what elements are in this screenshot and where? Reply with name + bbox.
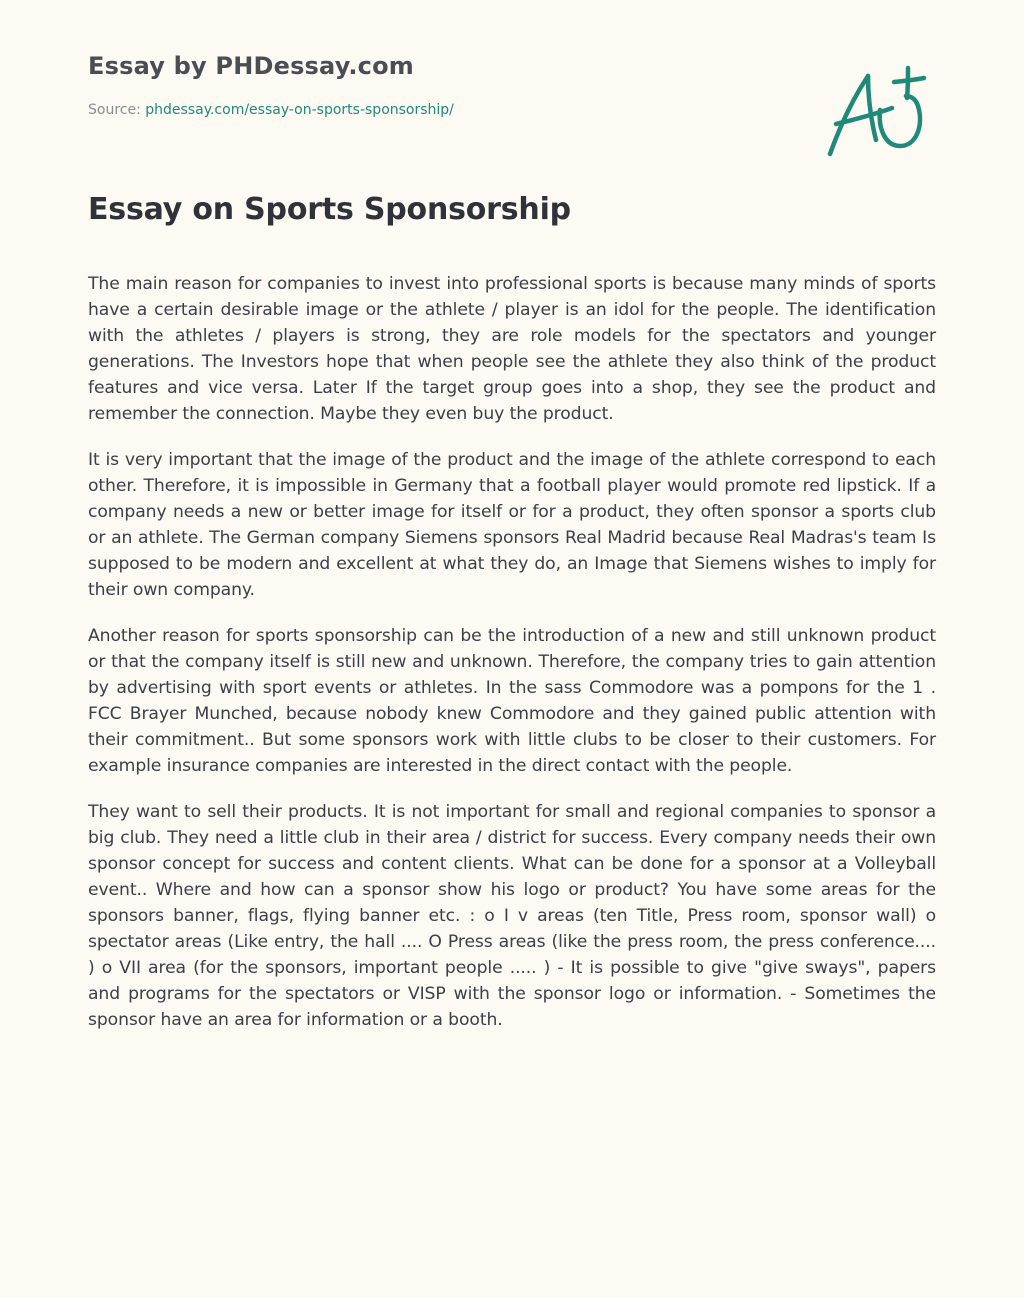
essay-paragraph: It is very important that the image of the product and the image of the athlete correspond to each other. Therefore, it is impossible in Germany that a football player would promote red lipstick. If a company needs a new or better image for itself or for a product, they often sponsor a sports club or an athlete. The German company Siemens sponsors Real Madrid because Real Madras's team Is supposed to be modern and excellent at what they do, an Image that Siemens wishes to imply for their own company. (88, 450, 936, 600)
page-header (88, 50, 788, 120)
source-label: Source: (88, 102, 141, 118)
brand-title: Essay by PHDessay.com (88, 52, 414, 80)
source-line (88, 100, 788, 120)
a-plus-grade-icon (822, 64, 932, 164)
essay-body (88, 271, 936, 1053)
essay-paragraph: They want to sell their products. It is not important for small and regional companies to sponsor a big club. They need a little club in their area / district for success. Every company needs their own sponsor concept for success and content clients. What can be done for a sponsor at a Volleyball event.. Where and how can a sponsor show his logo or product? You have some areas for the sponsors banner, flags, flying banner etc. : o I v areas (ten Title, Press room, sponsor wall) o spectator areas (Like entry, the hall .... O Press areas (like the press room, the press conference.... ) o VII area (for the sponsors, important people ..... ) - It is possible to give "give sways", papers and programs for the spectators or VISP with the sponsor logo or information. - Sometimes the sponsor have an area for information or a booth. (88, 802, 936, 1030)
essay-paragraph: Another reason for sports sponsorship can be the introduction of a new and still unknown product or that the company itself is still new and unknown. Therefore, the company tries to gain attention by advertising with sport events or athletes. In the sass Commodore was a pompons for the 1 . FCC Brayer Munched, because nobody knew Commodore and they gained public attention with their commitment.. But some sponsors work with little clubs to be closer to their customers. For example insurance companies are interested in the direct contact with the people. (88, 626, 936, 776)
essay-title: Essay on Sports Sponsorship (88, 192, 571, 227)
source-link[interactable]: phdessay.com/essay-on-sports-sponsorship/ (145, 102, 454, 118)
essay-paragraph: The main reason for companies to invest into professional sports is because many minds of sports have a certain desirable image or the athlete / player is an idol for the people. The identification with the athletes / players is strong, they are role models for the spectators and younger generations. The Investors hope that when people see the athlete they also think of the product features and vice versa. Later If the target group goes into a shop, they see the product and remember the connection. Maybe they even buy the product. (88, 274, 936, 424)
